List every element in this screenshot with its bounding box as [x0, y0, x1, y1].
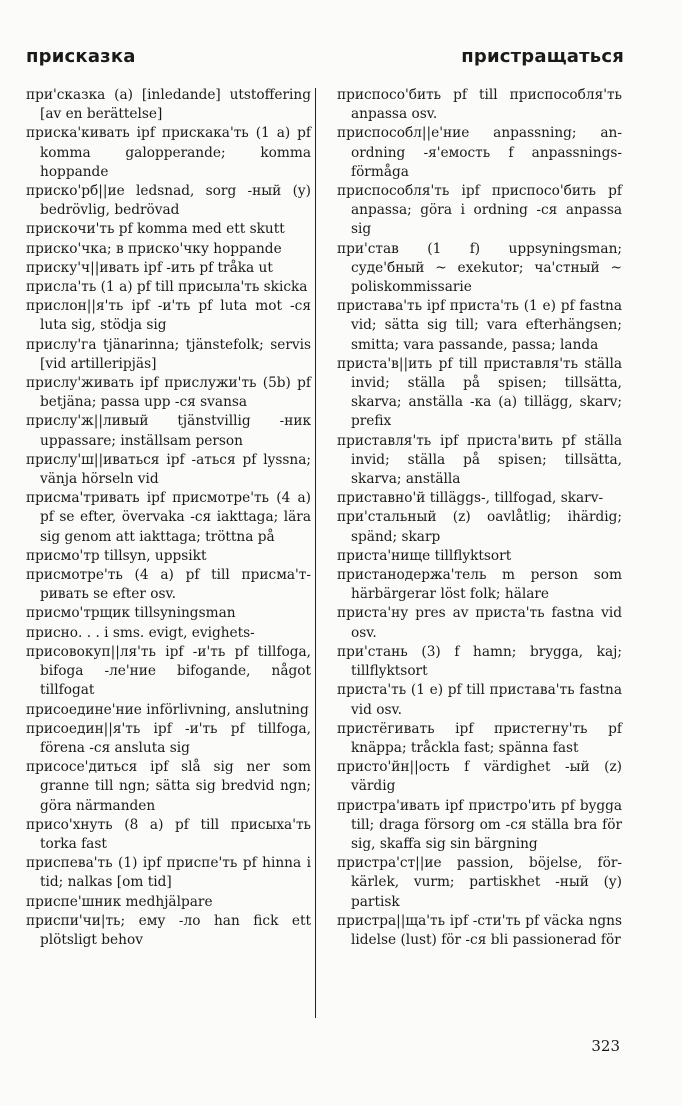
entry: пристава'ть ipf приста'ть (1 e) pf fastna vid; sätta sig till; vara efterhängsen; smitta; vara passande, passa; landa	[337, 298, 622, 353]
entry: пристёгивать ipf пристегну'ть pf knäppa; tråckla fast; spänna fast	[337, 720, 622, 756]
entry: присно. . . i sms. evigt, evighets-	[26, 624, 255, 641]
entry: при'стальный (z) oavlåtlig; ihärdig; spänd; skarp	[337, 509, 622, 545]
entry: приставно'й tilläggs-, tillfogad, skarv-	[337, 490, 604, 507]
entry: пристра'ст||ие passion, böjelse, förkärlek, vurm; partiskhet -ный (y) partisk	[337, 855, 622, 910]
entry: присла'ть (1 a) pf till присыла'ть skicka	[26, 279, 308, 296]
entry: при'став (1 f) uppsyningsman; суде'бный ~ exekutor; ча'стный ~ poliskommissarie	[337, 240, 622, 296]
entry: приска'кивать ipf прискака'ть (1 a) pf komma galopperande; komma hoppande	[26, 125, 311, 180]
entry: присоедин||я'ть ipf -и'ть pf tillfoga, förena -ся ansluta sig	[26, 720, 311, 756]
entry: прислу'ш||иваться ipf -аться pf lyssna; vänja hörseln vid	[26, 451, 311, 488]
entry: приспе'шник medhjälpare	[26, 893, 213, 910]
header-right-guide-word: пристращаться	[461, 46, 624, 67]
entry: приспособля'ть ipf приспосо'бить pf anpassa; göra i ordning -ся anpassa sig	[337, 183, 622, 238]
entry: приста'в||ить pf till приставля'ть ställa invid; ställa på spisen; tillsätta, skarva; anställa -ка (a) tillägg, skarv; prefix	[337, 355, 622, 430]
entry: присмо'тр tillsyn, uppsikt	[26, 547, 207, 564]
entry: присмотре'ть (4 a) pf till присма'тривать se efter osv.	[26, 567, 311, 603]
entry: прискочи'ть pf komma med ett skutt	[26, 221, 285, 238]
entry: присмо'трщик tillsyningsman	[26, 605, 236, 622]
entry: приску'ч||ивать ipf -ить pf tråka ut	[26, 259, 273, 276]
left-column	[26, 86, 311, 950]
entry: при'стань (3) f hamn; brygga, kaj; tillflyktsort	[337, 643, 622, 680]
entry: пристра||ща'ть ipf -сти'ть pf väcka ngns lidelse (lust) för -ся bli passionerad för	[337, 912, 622, 948]
entry: пристанодержа'тель m person som härbärgerar löst folk; hälare	[337, 567, 622, 603]
entry: приско'рб||ие ledsnad, sorg -ный (y) bedrövlig, bedrövad	[26, 183, 311, 219]
entry: приско'чка; в приско'чку hoppande	[26, 240, 282, 257]
entry: прислон||я'ть ipf -и'ть pf luta mot -ся luta sig, stödja sig	[26, 298, 311, 334]
entry: приста'нище tillflyktsort	[337, 547, 512, 564]
entry: приста'ть (1 e) pf till пристава'ть fastna vid osv.	[337, 682, 622, 718]
entry: прислу'га tjänarinna; tjänstefolk; servis [vid artilleripjäs]	[26, 336, 311, 372]
entry: приста'ну pres av приста'ть fastna vid osv.	[337, 605, 622, 641]
entry: прислу'ж||ливый tjänstvillig -ник uppassare; inställsam person	[26, 413, 311, 449]
entry: прислу'живать ipf прислужи'ть (5b) pf betjäna; passa upp -ся svansa	[26, 375, 311, 411]
entry: приспосо'бить pf till приспособля'ть anpassa osv.	[337, 87, 622, 123]
header-left-guide-word: присказка	[26, 46, 136, 67]
entry: присосе'диться ipf slå sig ner som granne till ngn; sätta sig bredvid ngn; göra närmanden	[26, 759, 311, 814]
entry: приспева'ть (1) ipf приспе'ть pf hinna i tid; nalkas [om tid]	[26, 855, 311, 891]
entry: приспособл||е'ние anpassning; anordning -я'емость f anpassningsförmåga	[337, 125, 622, 180]
entry: приспи'чи|ть; ему -ло han fick ett plötsligt behov	[26, 912, 311, 948]
entry: присто'йн||ость f värdighet -ый (z) värdig	[337, 759, 622, 795]
entry: присоедине'ние införlivning, anslutning	[26, 701, 309, 718]
entry: пристра'ивать ipf пристро'ить pf bygga till; draga försorg om -ся ställa bra för sig, skaffa sig sin bärgning	[337, 797, 622, 852]
entry: при'сказка (a) [inledande] utstoffering [av en berättelse]	[26, 87, 311, 123]
entry: присовокуп||ля'ть ipf -и'ть pf tillfoga, bifoga -ле'ние bifogande, något tillfogat	[26, 643, 311, 699]
entry: присма'тривать ipf присмотре'ть (4 a) pf se efter, övervaka -ся iakttaga; lära sig genom att iakttaga; tröttna på	[26, 490, 311, 545]
entry: приставля'ть ipf приста'вить pf ställa invid; ställa på spisen; tillsätta, skarva; anställa	[337, 432, 622, 488]
entry: присо'хнуть (8 a) pf till присыха'ть torka fast	[26, 816, 311, 852]
column-divider	[315, 88, 316, 1018]
right-column	[337, 86, 622, 950]
page-number: 323	[591, 1037, 620, 1055]
